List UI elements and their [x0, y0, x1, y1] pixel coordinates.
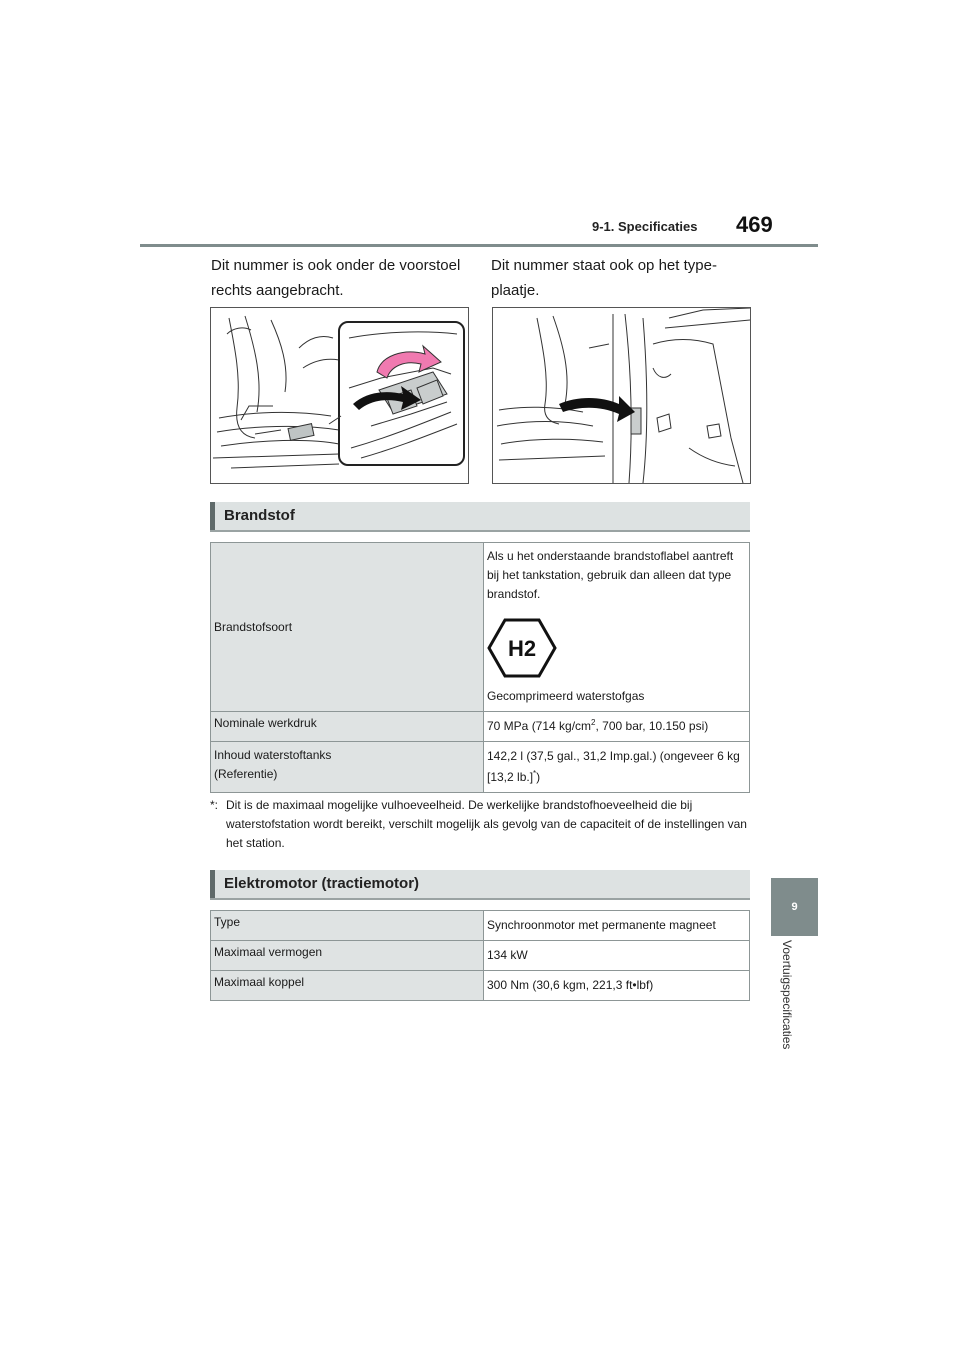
- motor-type-value-text: Synchroonmotor met permanente magneet: [487, 918, 716, 932]
- footnote: [210, 796, 755, 853]
- section-motor: [210, 870, 750, 900]
- pressure-value: [484, 712, 750, 742]
- h2-fuel-label: [487, 618, 557, 678]
- section-fuel: [210, 502, 750, 532]
- page-number: 469: [736, 212, 773, 237]
- chapter-number: 9: [791, 901, 798, 913]
- motor-torque-label: [211, 971, 484, 1001]
- motor-power-value-text: 134 kW: [487, 948, 528, 962]
- pressure-superscript: 2: [591, 718, 596, 727]
- motor-torque-value-text: 300 Nm (30,6 kgm, 221,3 ft•lbf): [487, 978, 654, 992]
- footnote-text: Dit is de maximaal mogelijke vulhoeveelheid. De werkelijke brandstofhoeveelheid die bij waterstofstation wordt bereikt, verschilt mogelijk als gevolg van de capaciteit of de instellingen van het station.: [226, 798, 747, 850]
- fuel-type-instruction: Als u het onderstaande brandstoflabel aantreft bij het tankstation, gebruik dan alleen dat type brandstof.: [487, 549, 734, 601]
- pillar-plate-illustration: [492, 307, 751, 484]
- motor-spec-table: [210, 910, 750, 1001]
- tank-footnote-mark: *: [533, 769, 537, 778]
- chapter-tab: [771, 878, 818, 936]
- pillar-line-drawing: [493, 308, 750, 483]
- pressure-value-tail: , 700 bar, 10.150 psi): [595, 719, 709, 733]
- section-motor-title: Elektromotor (tractiemotor): [224, 875, 420, 892]
- pressure-label: [211, 712, 484, 742]
- tank-value-text: 142,2 l (37,5 gal., 31,2 Imp.gal.) (ongeveer 6 kg [13,2 lb.]: [487, 749, 740, 784]
- fuel-type-label-text: Brandstofsoort: [214, 620, 293, 634]
- section-accent: [210, 502, 215, 530]
- fuel-type-label: [211, 543, 484, 712]
- table-row: [211, 911, 750, 941]
- motor-power-value: [484, 941, 750, 971]
- header-rule: [140, 244, 818, 247]
- motor-power-label: [211, 941, 484, 971]
- tank-value-tail: ): [536, 770, 541, 784]
- table-row: [211, 543, 750, 712]
- tank-label-line-2: (Referentie): [214, 767, 278, 781]
- fuel-type-value: [484, 543, 750, 712]
- pressure-label-text: Nominale werkdruk: [214, 716, 317, 730]
- h2-badge-text: H2: [507, 636, 537, 661]
- chapter-label: Voertuigspecificaties: [780, 940, 794, 1050]
- tank-value: [484, 742, 750, 793]
- seat-plate-illustration: [210, 307, 469, 484]
- seat-line-drawing: [211, 308, 468, 483]
- tank-label-line-1: Inhoud waterstoftanks: [214, 748, 332, 762]
- section-accent: [210, 870, 215, 898]
- h2-hexagon-icon: [487, 618, 557, 678]
- table-row: [211, 971, 750, 1001]
- motor-power-label-text: Maximaal vermogen: [214, 945, 323, 959]
- pressure-value-text: 70 MPa (714 kg/cm: [487, 719, 592, 733]
- table-row: [211, 742, 750, 793]
- motor-type-value: [484, 911, 750, 941]
- footnote-mark: *:: [210, 798, 219, 812]
- fuel-spec-table: [210, 542, 750, 793]
- section-title: 9-1. Specificaties: [592, 219, 698, 234]
- tank-label: [211, 742, 484, 793]
- intro-text-left: Dit nummer is ook onder de voorstoel rechts aangebracht.: [211, 257, 461, 299]
- table-row: [211, 712, 750, 742]
- motor-torque-value: [484, 971, 750, 1001]
- motor-torque-label-text: Maximaal koppel: [214, 975, 305, 989]
- motor-type-label: [211, 911, 484, 941]
- motor-type-label-text: Type: [214, 915, 241, 929]
- intro-text-right: Dit nummer staat ook op het type-plaatje.: [491, 257, 717, 299]
- fuel-type-name: Gecomprimeerd waterstofgas: [487, 689, 645, 703]
- section-fuel-title: Brandstof: [224, 507, 295, 524]
- table-row: [211, 941, 750, 971]
